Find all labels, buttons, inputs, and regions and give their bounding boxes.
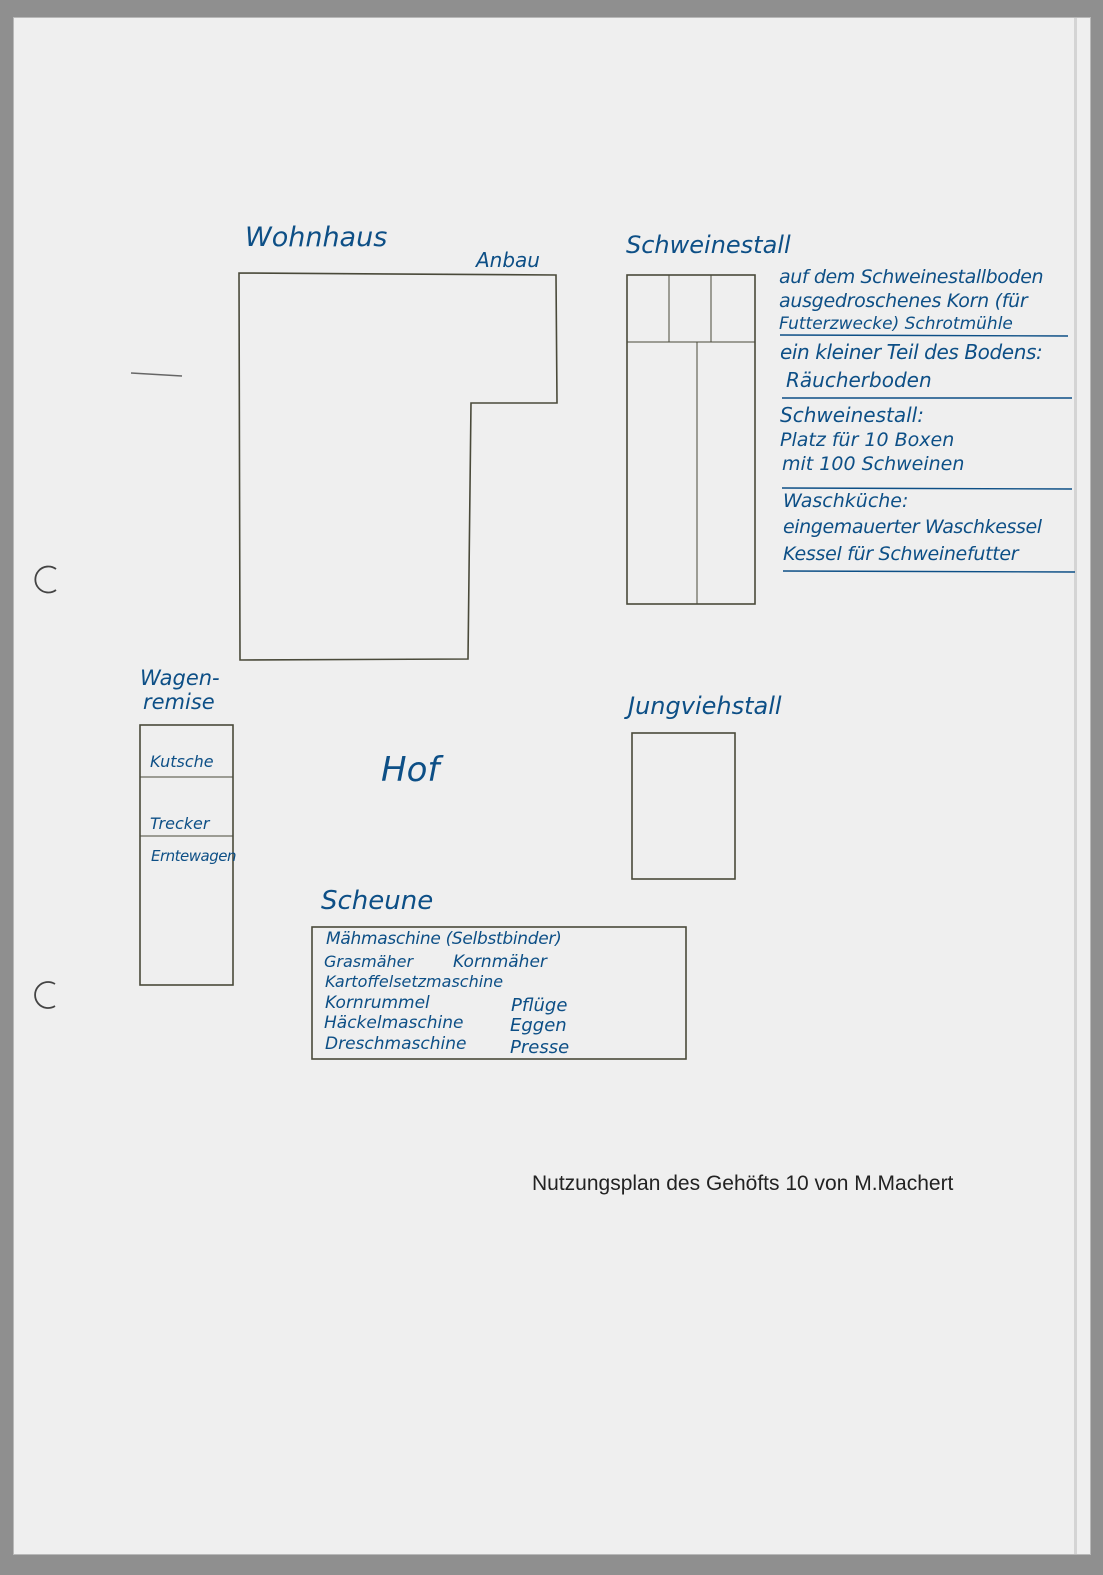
schweinestall-label: Schweinestall — [626, 231, 791, 259]
punch-hole-bottom — [35, 982, 55, 1008]
scheune-item: Mähmaschine (Selbstbinder) — [326, 929, 562, 949]
note-stall-1: Schweinestall: — [780, 403, 924, 427]
schweinestall-outline — [627, 275, 755, 604]
scheune-item: Kornmäher — [453, 952, 547, 972]
scheune-item: Dreschmaschine — [325, 1034, 467, 1054]
kutsche-label: Kutsche — [150, 752, 214, 771]
note-line-4 — [783, 571, 1075, 572]
wohnhaus-outline — [239, 273, 557, 660]
scheune-item: Häckelmaschine — [324, 1013, 464, 1033]
hof-label: Hof — [381, 750, 440, 790]
scheune-item: Kornrummel — [325, 993, 430, 1013]
note-line-1 — [780, 335, 1068, 336]
scheune-item: Pflüge — [511, 995, 568, 1016]
jungviehstall-label: Jungviehstall — [628, 692, 782, 720]
note-waschkueche-1: Waschküche: — [783, 490, 909, 512]
wagenremise-label-1: Wagen- — [140, 666, 220, 690]
wagenremise-label-2: remise — [143, 690, 215, 714]
scheune-item: Grasmäher — [324, 952, 414, 971]
note-boden-3: Futterzwecke) Schrotmühle — [779, 314, 1013, 334]
erntewagen-label: Erntewagen — [151, 847, 236, 865]
scheune-item: Kartoffelsetzmaschine — [325, 972, 504, 991]
note-stall-2: Platz für 10 Boxen — [780, 429, 955, 451]
scheune-item: Presse — [510, 1037, 570, 1058]
wohnhaus-label: Wohnhaus — [245, 222, 388, 253]
note-waschkueche-2: eingemauerter Waschkessel — [783, 516, 1042, 538]
note-line-3 — [782, 488, 1072, 489]
jungviehstall-outline — [632, 733, 735, 879]
note-boden-1: auf dem Schweinestallboden — [779, 266, 1044, 288]
note-raeucher-1: ein kleiner Teil des Bodens: — [780, 340, 1043, 364]
pen-stroke — [131, 373, 182, 376]
trecker-label: Trecker — [150, 814, 210, 833]
note-waschkueche-3: Kessel für Schweinefutter — [783, 543, 1019, 565]
scheune-label: Scheune — [321, 886, 434, 916]
note-boden-2: ausgedroschenes Korn (für — [779, 290, 1028, 312]
anbau-label: Anbau — [476, 248, 540, 272]
note-raeucher-2: Räucherboden — [786, 368, 932, 392]
document-caption: Nutzungsplan des Gehöfts 10 von M.Machert — [532, 1172, 954, 1195]
scheune-item: Eggen — [510, 1015, 567, 1036]
note-stall-3: mit 100 Schweinen — [782, 453, 965, 475]
punch-hole-top — [35, 567, 56, 593]
